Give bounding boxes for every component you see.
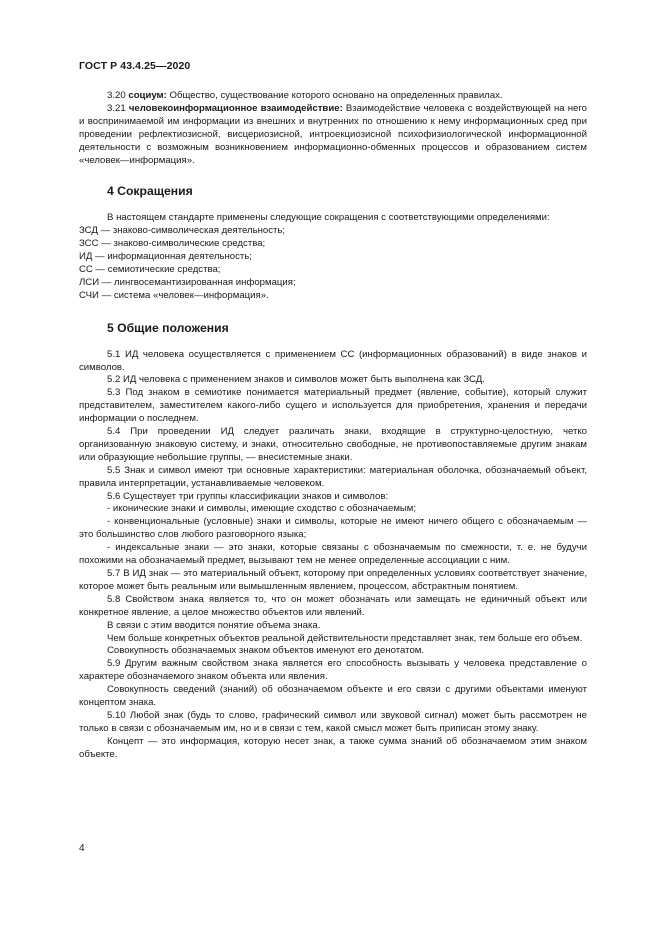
abbreviation-item: ЗСД — знаково-символическая деятельность; <box>79 225 286 237</box>
paragraph: Совокупность обозначаемых знаком объектов именуют его денотатом. <box>107 645 425 657</box>
section-5-title: 5 Общие положения <box>107 320 229 335</box>
list-item: - иконические знаки и символы, имеющие сходство с обозначаемым; <box>107 503 417 515</box>
paragraph: 5.10 Любой знак (будь то слово, графический символ или звуковой сигнал) может быть рассмотрен не только в связи с обозначаемым им, но и в связи с тем, какой смысл может быть приписан этому знаку. <box>79 709 587 734</box>
term-definition: Взаимодействие человека с воздействующей на него и воспринимаемой им информации из внешних и внутренних по отношению к нему информационных сред при проведении рефлектиозисной, висцериозисной, интроекциозисной психофизиологической информационной деятельности с возможным возникновением информационно-обменных процессов и образованием систем «человек—информация». <box>79 102 587 166</box>
term-definition: Общество, существование которого основано на определенных правилах. <box>166 90 503 101</box>
paragraph: Чем больше конкретных объектов реальной действительности представляет знак, тем больше его объем. <box>107 632 583 644</box>
abbreviation-item: СЧИ — система «человек—информация». <box>79 289 269 301</box>
paragraph: 5.3 Под знаком в семиотике понимается материальный предмет (явление, событие), который служит представителем, заместителем какого-либо сущего и используется для приобретения, хранения и передачи информации о последнем. <box>79 387 587 425</box>
abbreviation-item: ЛСИ — лингвосемантизированная информация; <box>79 276 296 288</box>
paragraph: 5.1 ИД человека осуществляется с применением СС (информационных образований) в виде знаков и символов. <box>79 348 587 373</box>
list-item: - индексальные знаки — это знаки, которые связаны с обозначаемым по смежности, т. е. не будучи похожими на обозначаемый предмет, вызывают тем не менее определенные ассоциации с ним. <box>79 542 587 567</box>
term-name: человекоинформационное взаимодействие: <box>128 102 343 114</box>
paragraph: Совокупность сведений (знаний) об обозначаемом объекте и его связи с другими объектами именуют концептом знака. <box>79 684 587 709</box>
paragraph: Концепт — это информация, которую несет знак, а также сумма знаний об обозначаемом этим знаком объекте. <box>79 735 587 760</box>
paragraph: В связи с этим вводится понятие объема знака. <box>107 619 321 631</box>
abbreviations-intro: В настоящем стандарте применены следующие сокращения с соответствующими определениями: <box>107 212 550 224</box>
term-number: 3.21 <box>107 102 126 114</box>
paragraph: 5.8 Свойством знака является то, что он может обозначать или замещать не единичный объект или конкретное явление, а целое множество объектов или явлений. <box>79 593 587 618</box>
paragraph: 5.7 В ИД знак — это материальный объект, которому при определенных условиях соответствует значение, которое может быть реальным или вымышленным явлением, процессом, абстрактным понятием. <box>79 568 587 592</box>
abbreviation-item: СС — семиотические средства; <box>79 263 221 275</box>
list-item: - конвенциональные (условные) знаки и символы, которые не имеют ничего общего с обозначаемым — это большинство слов любого разговорного языка; <box>79 516 587 541</box>
abbreviations-list <box>79 212 587 302</box>
term-3-20 <box>79 90 587 103</box>
paragraph: 5.9 Другим важным свойством знака является его способность вызывать у человека представление о характере обозначаемого знаком объекта или явления. <box>79 658 587 683</box>
term-name: социум: <box>128 90 167 101</box>
document-body <box>79 90 587 762</box>
abbreviation-item: ЗСС — знаково-символические средства; <box>79 238 266 250</box>
abbreviation-item: ИД — информационная деятельность; <box>79 251 252 263</box>
document-header: ГОСТ Р 43.4.25—2020 <box>79 60 191 72</box>
paragraph: 5.6 Существует три группы классификации знаков и символов: <box>107 490 389 502</box>
paragraph: 5.5 Знак и символ имеют три основные характеристики: материальная оболочка, обозначаемый объект, правила интерпретации, устанавливаемые человеком. <box>79 464 587 489</box>
term-number: 3.20 <box>107 90 126 101</box>
paragraph: 5.2 ИД человека с применением знаков и символов может быть выполнена как ЗСД. <box>107 374 485 386</box>
section-4-title: 4 Сокращения <box>107 184 193 199</box>
paragraph: 5.4 При проведении ИД следует различать знаки, входящие в структурно-целостную, четко организованную знаковую систему, и знаки, относительно свободные, не противопоставляемые другим знакам или образующие небольшие группы, — внесистемные знаки. <box>79 426 587 463</box>
page-number: 4 <box>79 843 85 854</box>
term-3-21 <box>79 103 587 168</box>
